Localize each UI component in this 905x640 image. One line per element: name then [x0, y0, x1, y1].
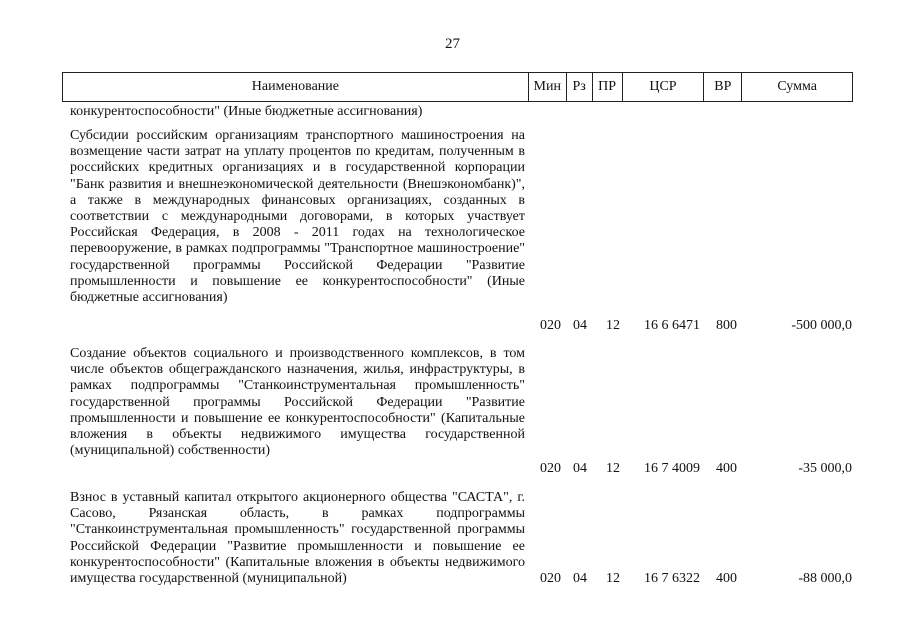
row-min: 020	[540, 461, 561, 476]
row-pr: 12	[606, 571, 620, 586]
row-min: 020	[540, 318, 561, 333]
row-name: Создание объектов социального и производственного комплексов, в том числе объектов общегражданского назначения, жилья, инфраструктуры, в рамках подпрограммы "Станкоинструментальная промышленность" государственной программы Российской Федерации "Развитие промышленности и повышение ее конкурентоспособности" (Капитальные вложения в объекты недвижимого имущества государственной (муниципальной) собственности)	[70, 346, 525, 459]
header-name: Наименование	[63, 73, 529, 101]
row-rz: 04	[573, 461, 587, 476]
row-sum: -500 000,0	[791, 318, 852, 333]
row-rz: 04	[573, 318, 587, 333]
row-sum: -88 000,0	[798, 571, 852, 586]
header-rz: Рз	[567, 73, 593, 101]
header-csr: ЦСР	[623, 73, 705, 101]
row-csr: 16 7 4009	[644, 461, 700, 476]
header-min: Мин	[529, 73, 567, 101]
row-name: Взнос в уставный капитал открытого акционерного общества "САСТА", г. Сасово, Рязанская область, в рамках подпрограммы "Станкоинструментальная промышленность" государственной программы Российской Федерации "Развитие промышленности и повышение ее конкурентоспособности" (Капитальные вложения в объекты недвижимого имущества государственной (муниципальной)	[70, 490, 525, 587]
row-min: 020	[540, 571, 561, 586]
table-header	[62, 72, 853, 102]
row-vr: 800	[716, 318, 737, 333]
row-vr: 400	[716, 461, 737, 476]
row-name: Субсидии российским организациям транспортного машиностроения на возмещение части затрат на уплату процентов по кредитам, полученным в российских кредитных организациях и в государственной корпорации "Банк развития и внешнеэкономической деятельности (Внешэкономбанк)", а также в международных финансовых организациях, созданных в соответствии с международными договорами, в которых участвует Российская Федерация, в 2008 - 2011 годах на технологическое перевооружение, в рамках подпрограммы "Транспортное машиностроение" государственной программы Российской Федерации "Развитие промышленности и повышение ее конкурентоспособности" (Иные бюджетные ассигнования)	[70, 128, 525, 306]
header-pr: ПР	[593, 73, 623, 101]
table-row	[70, 490, 860, 630]
row-pr: 12	[606, 461, 620, 476]
row-csr: 16 7 6322	[644, 571, 700, 586]
continuation-text: конкурентоспособности" (Иные бюджетные ассигнования)	[70, 104, 423, 119]
page-number: 27	[445, 36, 460, 52]
header-sum: Сумма	[777, 79, 817, 94]
header-vr: ВР	[704, 73, 742, 101]
row-rz: 04	[573, 571, 587, 586]
table-row	[70, 346, 860, 486]
row-sum: -35 000,0	[798, 461, 852, 476]
row-pr: 12	[606, 318, 620, 333]
table-row	[70, 128, 860, 338]
row-vr: 400	[716, 571, 737, 586]
row-csr: 16 6 6471	[644, 318, 700, 333]
